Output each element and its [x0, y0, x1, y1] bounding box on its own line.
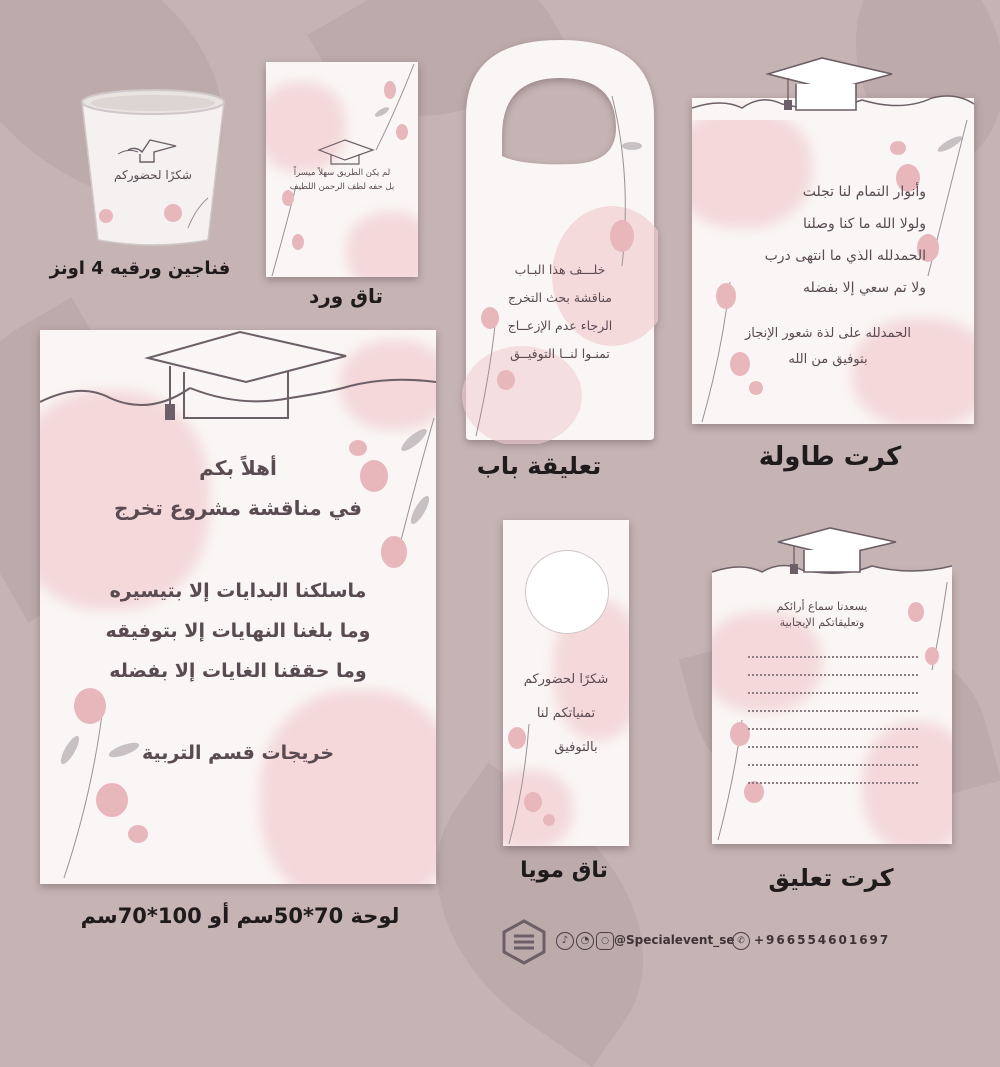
- board-caption: لوحة 70*50سم أو 100*70سم: [80, 904, 400, 928]
- dotted-line: [748, 658, 918, 676]
- door-hanger-caption: تعليقة باب: [476, 452, 602, 480]
- dotted-line: [748, 640, 918, 658]
- cup-caption: فناجين ورقيه 4 اونز: [49, 258, 231, 279]
- dotted-line: [748, 712, 918, 730]
- footer: [500, 918, 920, 966]
- flower-tag-caption: تاق ورد: [308, 284, 384, 308]
- dotted-line: [748, 730, 918, 748]
- board-line: وما بلغنا النهايات إلا بتوفيقه: [105, 620, 371, 642]
- door-hanger-line: مناقشة بحث التخرج: [508, 290, 612, 305]
- board-line: ماسلكنا البدايات إلا بتيسيره: [109, 580, 367, 602]
- table-card-line: ولا تم سعي إلا بفضله: [802, 280, 926, 296]
- paper-cup: [78, 88, 228, 248]
- dotted-line: [748, 694, 918, 712]
- comment-card: [712, 572, 952, 844]
- board-title: أهلاً بكم: [199, 456, 277, 480]
- flower-icon: [692, 278, 772, 424]
- board-card: [40, 330, 436, 884]
- table-card-line: الحمدلله الذي ما انتهى درب: [764, 248, 926, 264]
- whatsapp-icon[interactable]: ✆: [732, 932, 750, 950]
- graduation-cap-icon: [712, 526, 952, 582]
- flower-icon: [503, 716, 573, 846]
- table-card-caption: كرت طاولة: [758, 442, 902, 472]
- flower-tag-line1: لم يكن الطريق سهلاً ميسراً: [293, 168, 391, 178]
- board-signature: خريجات قسم التربية: [141, 742, 335, 764]
- board-line: وما حققنا الغايات إلا بفضله: [109, 660, 367, 682]
- social-handle[interactable]: @Specialevent_se: [614, 933, 735, 947]
- bottle-hole: [525, 550, 609, 634]
- flower-icon: [266, 182, 316, 277]
- pink-wash: [260, 690, 436, 884]
- dotted-line: [748, 748, 918, 766]
- table-card-line: وأنوار التمام لنا تجلت: [802, 184, 926, 200]
- flower-icon: [344, 410, 436, 570]
- water-tag-line: بالتوفيق: [554, 740, 598, 755]
- graduation-cap-icon: [311, 132, 381, 172]
- comment-card-line1: يسعدنا سماع أرائكم: [776, 600, 868, 613]
- door-hanger-line: خلـــف هذا البـاب: [514, 262, 606, 277]
- water-tag-line: تمنياتكم لنا: [536, 706, 596, 721]
- instagram-icon[interactable]: ○: [596, 932, 614, 950]
- water-tag-caption: تاق مويا: [520, 858, 608, 883]
- pink-wash: [692, 108, 812, 228]
- brand-logo-icon: [500, 918, 548, 966]
- comment-lines: [748, 640, 918, 784]
- comment-card-caption: كرت تعليق: [768, 864, 894, 892]
- door-hanger-line: تمنـوا لنــا التوفيــق: [510, 346, 610, 361]
- dotted-line: [748, 766, 918, 784]
- pink-wash: [346, 212, 418, 277]
- table-card: [692, 98, 974, 424]
- door-hanger-line: الرجاء عدم الإزعــاج: [507, 318, 613, 333]
- table-card-line: بتوفيق من الله: [788, 352, 868, 367]
- door-hanger-card: [462, 36, 658, 444]
- tiktok-icon[interactable]: ♪: [556, 932, 574, 950]
- flower-icon: [54, 680, 164, 880]
- door-hanger-shape: [462, 36, 658, 444]
- snapchat-icon[interactable]: ◔: [576, 932, 594, 950]
- water-tag-card: [503, 520, 629, 846]
- water-tag-line: شكرًا لحضوركم: [523, 672, 609, 687]
- dotted-line: [748, 676, 918, 694]
- phone-number[interactable]: +966554601697: [754, 933, 891, 947]
- graduation-cap-icon: [692, 56, 974, 120]
- cup-text: شكرًا لحضوركم: [114, 168, 192, 182]
- board-subtitle: في مناقشة مشروع تخرج: [114, 496, 362, 520]
- flower-tag-card: [266, 62, 418, 277]
- comment-card-line2: وتعليقاتكم الإيجابية: [779, 616, 865, 629]
- flower-tag-line2: بل حفه لطف الرحمن اللطيف: [289, 182, 395, 192]
- table-card-line: ولولا الله ما كنا وصلنا: [802, 216, 926, 232]
- table-card-line: الحمدلله على لذة شعور الإنجاز: [745, 326, 911, 341]
